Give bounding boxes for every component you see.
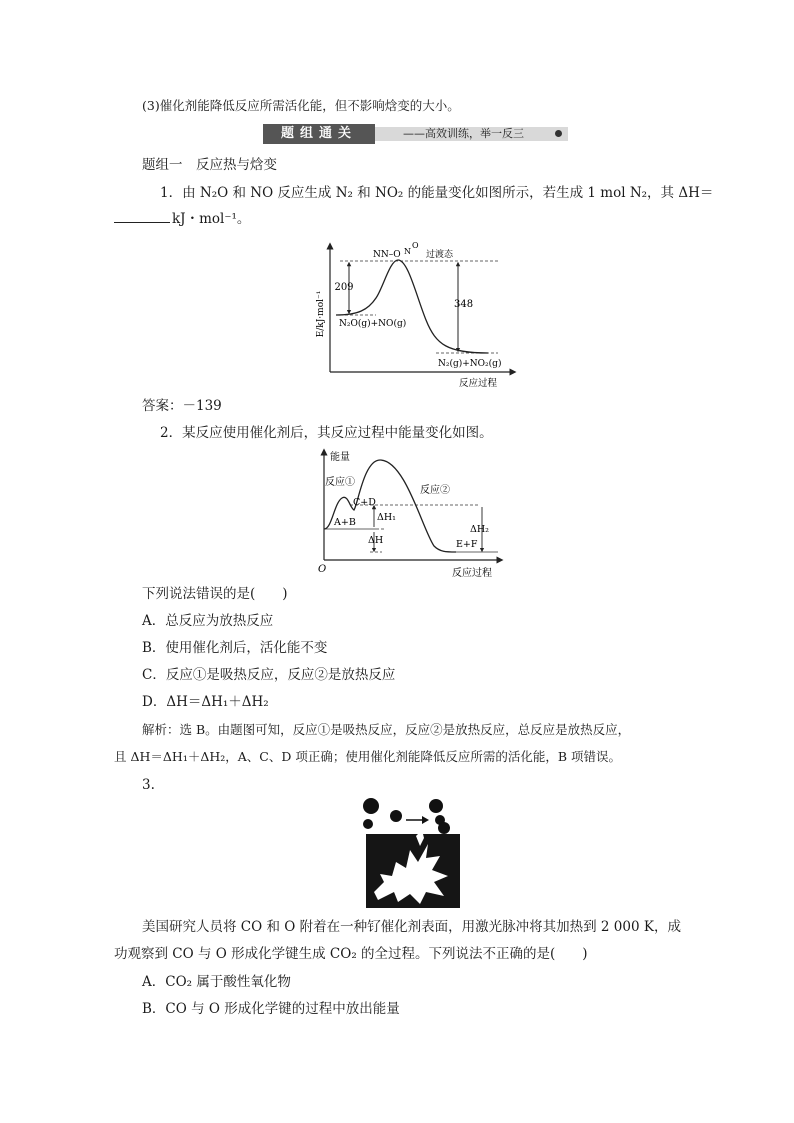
q2-origin: O <box>318 564 327 575</box>
q2-option-a: A．总反应为放热反应 <box>142 613 274 629</box>
q2-option-d: D．ΔH＝ΔH₁＋ΔH₂ <box>142 694 269 710</box>
q3-catalyst-image <box>362 796 464 910</box>
q2-x-label: 反应过程 <box>452 568 492 579</box>
q2-r1-label: 反应① <box>325 477 355 488</box>
q2-analysis-line2: 且 ΔH＝ΔH₁＋ΔH₂，A、C、D 项正确；使用催化剂能降低反应所需的活化能，B 项错误。 <box>114 749 622 764</box>
q3-text-line2: 功观察到 CO 与 O 形成化学键生成 CO₂ 的全过程。下列说法不正确的是( ) <box>114 946 588 962</box>
q2-analysis-line1: 解析：选 B。由题图可知，反应①是吸热反应，反应②是放热反应，总反应是放热反应， <box>142 722 631 737</box>
q1-state-label: 过渡态 <box>426 250 454 260</box>
q1-text-line2 <box>114 210 250 228</box>
q3-option-b: B．CO 与 O 形成化学键的过程中放出能量 <box>142 1001 400 1017</box>
q2-prompt: 下列说法错误的是( ) <box>142 586 288 602</box>
q1-transition-n: N <box>404 247 411 256</box>
q2-cd-label: C+D <box>353 497 376 508</box>
banner-title: 题组通关 <box>263 124 375 144</box>
q2-r2-label: 反应② <box>420 485 450 496</box>
q3-text-line1: 美国研究人员将 CO 和 O 附着在一种钌催化剂表面，用激光脉冲将其加热到 2 000 K，成 <box>142 919 681 935</box>
q1-ea-reverse: 348 <box>454 299 474 310</box>
q2-dh2-label: ΔH₂ <box>470 524 489 535</box>
group-heading: 题组一 反应热与焓变 <box>142 157 277 173</box>
q1-x-label: 反应过程 <box>458 378 498 389</box>
q2-option-b: B．使用催化剂后，活化能不变 <box>142 640 328 656</box>
q1-transition-o: O <box>412 241 419 250</box>
q1-product-label: N₂(g)+NO₂(g) <box>438 359 502 369</box>
q2-dh-label: ΔH <box>368 535 384 546</box>
intro-text: (3)催化剂能降低反应所需活化能，但不影响焓变的大小。 <box>142 98 460 113</box>
q2-energy-diagram <box>310 448 510 580</box>
q2-ef-label: E+F <box>456 539 478 550</box>
banner-subtitle: ——高效训练，举一反三 <box>375 127 568 141</box>
q1-transition-label: NN–O <box>373 250 401 260</box>
bullet-icon <box>555 130 562 137</box>
q1-answer: 答案：－139 <box>142 398 222 414</box>
q1-ea-forward: 209 <box>334 282 354 293</box>
q2-dh1-label: ΔH₁ <box>377 512 396 523</box>
q2-energy-curve <box>324 460 456 552</box>
q3-number: 3. <box>142 777 155 793</box>
q1-unit: kJ・mol⁻¹。 <box>172 211 251 227</box>
answer-blank <box>114 210 170 223</box>
q2-option-c: C．反应①是吸热反应，反应②是放热反应 <box>142 667 396 683</box>
q2-y-label: 能量 <box>330 452 350 463</box>
q1-energy-diagram <box>308 240 518 390</box>
q3-option-a: A．CO₂ 属于酸性氧化物 <box>142 974 291 990</box>
q1-reactant-label: N₂O(g)+NO(g) <box>339 319 407 329</box>
q1-text-line1: 1．由 N₂O 和 NO 反应生成 N₂ 和 NO₂ 的能量变化如图所示，若生成 1 mol N₂，其 ΔH＝ <box>160 185 714 201</box>
q1-y-label: E/kJ·mol⁻¹ <box>316 290 326 338</box>
q2-text: 2．某反应使用催化剂后，其反应过程中能量变化如图。 <box>160 425 493 441</box>
section-banner <box>263 124 568 144</box>
q2-ab-label: A+B <box>334 517 356 528</box>
